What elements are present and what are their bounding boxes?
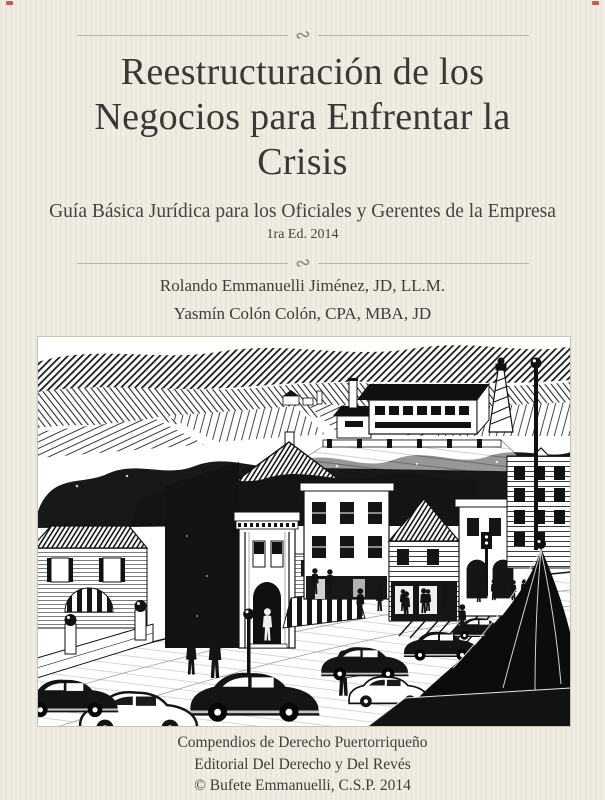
authors-divider	[77, 250, 529, 276]
divider-line	[77, 35, 288, 36]
smokestack	[349, 380, 357, 408]
footer-copyright: © Bufete Emmanuelli, C.S.P. 2014	[194, 777, 411, 794]
divider-line	[318, 263, 529, 264]
tall-brick-building	[507, 456, 571, 568]
red-corner-mark-left	[6, 1, 13, 5]
footer-series: Compendios de Derecho Puertorriqueño	[177, 734, 428, 751]
imprint-footer	[0, 732, 605, 797]
red-corner-mark-right	[592, 1, 599, 5]
title-line-3: Crisis	[257, 141, 348, 183]
page-title	[0, 50, 605, 185]
left-house	[37, 526, 147, 628]
edition-label: 1ra Ed. 2014	[266, 227, 339, 242]
title-line-1: Reestructuración de los	[120, 51, 485, 93]
swirl-ornament-icon: ∾	[293, 250, 313, 276]
divider-line	[318, 35, 529, 36]
divider-line	[77, 263, 288, 264]
swirl-ornament-icon: ∾	[293, 22, 313, 48]
footer-publisher: Editorial Del Derecho y Del Revés	[194, 755, 411, 773]
top-divider	[77, 22, 529, 48]
subtitle: Guía Básica Jurídica para los Oficiales y Gerentes de la Empresa	[49, 201, 556, 222]
title-line-2: Negocios para Enfrentar la	[94, 96, 511, 138]
author-2: Yasmín Colón Colón, CPA, MBA, JD	[173, 304, 432, 323]
town-engraving-illustration	[37, 336, 571, 727]
author-1: Rolando Emmanuelli Jiménez, JD, LL.M.	[159, 276, 446, 295]
